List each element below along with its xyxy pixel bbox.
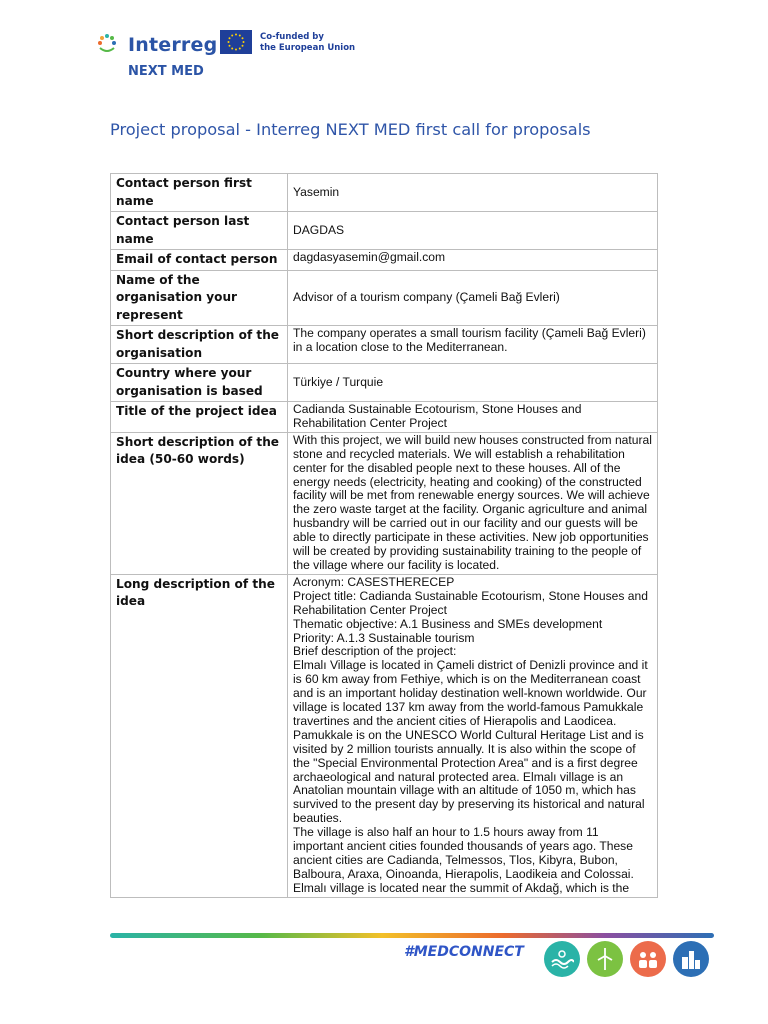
row-value: Türkiye / Turquie bbox=[288, 364, 658, 402]
table-row bbox=[111, 250, 658, 271]
table-row bbox=[111, 574, 658, 897]
eu-flag-icon bbox=[220, 30, 252, 54]
community-icon bbox=[630, 941, 666, 977]
header-logos bbox=[96, 26, 356, 82]
row-value: DAGDAS bbox=[288, 212, 658, 250]
table-row bbox=[111, 326, 658, 364]
proposal-table bbox=[110, 173, 658, 898]
city-icon bbox=[673, 941, 709, 977]
document-title: Project proposal - Interreg NEXT MED first call for proposals bbox=[110, 120, 591, 139]
row-label: Name of the organisation your represent bbox=[111, 270, 288, 326]
row-label: Email of contact person bbox=[111, 250, 288, 271]
row-label: Title of the project idea bbox=[111, 402, 288, 433]
paragraph: Priority: A.1.3 Sustainable tourism bbox=[293, 630, 475, 645]
row-value: With this project, we will build new houses constructed from natural stone and recycled materials. We will establish a rehabilitation center for the disabled people next to these houses. All of the energy needs (electricity, heating and cooking) of the constructed facility will be met from renewable energy sources. We will achieve the zero waste target at the facility. Organic agriculture and animal husbandry will be carried out in our facility and our guests will be able to directly participate in these activities. New job opportunities will be created by providing sustainability training to the people of the village where our facility is located. bbox=[288, 432, 658, 574]
row-label: Short description of the idea (50-60 words) bbox=[111, 432, 288, 574]
row-value: dagdasyasemin@gmail.com bbox=[288, 250, 658, 271]
paragraph: Project title: Cadianda Sustainable Ecotourism, Stone Houses and Rehabilitation Center Project bbox=[293, 588, 648, 617]
paragraph: The village is also half an hour to 1.5 hours away from 11 important ancient cities founded thousands of years ago. These ancient cities are Cadianda, Telmessos, Tlos, Kibyra, Bubon, Balboura, Araxa, Oinoanda, Hierapolis, Laodikeia and Colossai. bbox=[293, 825, 634, 881]
table-row bbox=[111, 212, 658, 250]
long-description bbox=[288, 574, 658, 897]
paragraph: Acronym: CASESTHERECEP bbox=[293, 574, 455, 589]
paragraph: Elmalı Village is located in Çameli district of Denizli province and it is 60 km away from Fethiye, which is on the Mediterranean coast and is an important holiday destination well-known worldwide. Our village is located 137 km away from the world-famous Pamukkale travertines and the ancient cities of Hierapolis and Laodicea. Pamukkale is on the UNESCO World Cultural Heritage List and is visited by 2 million tourists annually. It is also within the scope of the "Special Environmental Protection Area" and is a first degree archaeological and natural protected area. Elmalı village is an Anatolian mountain village with an altitude of 1050 m, which has survived to the present day by preserving its historical and natural beauties. bbox=[293, 658, 648, 826]
next-med-logo-text: NEXT MED bbox=[128, 64, 204, 79]
paragraph: Thematic objective: A.1 Business and SMEs development bbox=[293, 616, 603, 631]
ocean-icon bbox=[544, 941, 580, 977]
row-value: Yasemin bbox=[288, 174, 658, 212]
row-value: Cadianda Sustainable Ecotourism, Stone Houses and Rehabilitation Center Project bbox=[288, 402, 658, 433]
medconnect-hashtag: #MEDCONNECT bbox=[404, 944, 524, 960]
paragraph: Elmalı village is located near the summit of Akdağ, which is the bbox=[293, 880, 630, 895]
cofund-line-2: the European Union bbox=[260, 43, 356, 53]
table-row bbox=[111, 174, 658, 212]
interreg-logo-text: Interreg bbox=[128, 34, 218, 56]
table-row bbox=[111, 402, 658, 433]
interreg-leaf-icon bbox=[96, 32, 118, 54]
paragraph: Brief description of the project: bbox=[293, 644, 457, 659]
row-label: Contact person first name bbox=[111, 174, 288, 212]
table-row bbox=[111, 364, 658, 402]
row-label: Short description of the organisation bbox=[111, 326, 288, 364]
row-value: Advisor of a tourism company (Çameli Bağ Evleri) bbox=[288, 270, 658, 326]
cofunded-text bbox=[260, 32, 370, 54]
table-row bbox=[111, 270, 658, 326]
row-label: Long description of the idea bbox=[111, 574, 288, 897]
row-label: Contact person last name bbox=[111, 212, 288, 250]
cofund-line-1: Co-funded by bbox=[260, 32, 324, 42]
table-row bbox=[111, 432, 658, 574]
row-value: The company operates a small tourism facility (Çameli Bağ Evleri) in a location close to the Mediterranean. bbox=[288, 326, 658, 364]
wind-turbine-icon bbox=[587, 941, 623, 977]
footer-gradient-bar bbox=[110, 933, 714, 938]
row-label: Country where your organisation is based bbox=[111, 364, 288, 402]
